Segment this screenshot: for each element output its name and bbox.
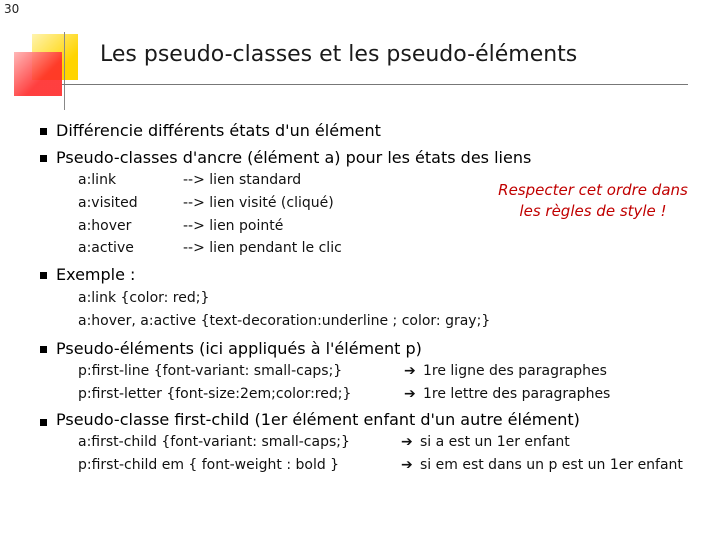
anchor-desc: --> lien pendant le clic [183,240,342,256]
decor-vertical-line [64,32,65,110]
slide-title: Les pseudo-classes et les pseudo-éléments [100,42,578,67]
arrow-icon: ➔ [401,434,413,450]
arrow-icon: ➔ [404,363,416,379]
bullet-text-1: Différencie différents états d'un élément [56,121,381,140]
anchor-selector: a:active [78,240,134,256]
bullet-text-3: Exemple : [56,265,136,284]
bullet-text-5: Pseudo-classe first-child (1er élément enfant d'un autre élément) [56,410,580,429]
first-child-result: si a est un 1er enfant [420,434,570,450]
pseudo-element-result: 1re ligne des paragraphes [423,363,607,379]
bullet-text-4: Pseudo-éléments (ici appliqués à l'élément p) [56,339,422,358]
example-line: a:link {color: red;} [78,290,210,306]
arrow-icon: ➔ [404,386,416,402]
pseudo-element-code: p:first-letter {font-size:2em;color:red;} [78,386,352,402]
slide-number: 30 [4,2,20,16]
pseudo-element-result: 1re lettre des paragraphes [423,386,611,402]
first-child-code: p:first-child em { font-weight : bold } [78,457,340,473]
pseudo-element-code: p:first-line {font-variant: small-caps;} [78,363,343,379]
bullet-text-2: Pseudo-classes d'ancre (élément a) pour les états des liens [56,148,532,167]
anchor-selector: a:hover [78,218,132,234]
bullet-marker [40,272,47,279]
anchor-desc: --> lien pointé [183,218,284,234]
order-note: Respecter cet ordre dans les règles de style ! [498,181,688,220]
anchor-desc: --> lien standard [183,172,302,188]
bullet-marker [40,419,47,426]
anchor-selector: a:link [78,172,117,188]
bullet-marker [40,128,47,135]
anchor-selector: a:visited [78,195,138,211]
bullet-marker [40,346,47,353]
arrow-icon: ➔ [401,457,413,473]
title-divider [62,84,688,85]
first-child-code: a:first-child {font-variant: small-caps;} [78,434,350,450]
anchor-desc: --> lien visité (cliqué) [183,195,334,211]
example-line: a:hover, a:active {text-decoration:underline ; color: gray;} [78,313,491,329]
decor-red-square [14,52,62,96]
first-child-result: si em est dans un p est un 1er enfant [420,457,683,473]
bullet-marker [40,155,47,162]
